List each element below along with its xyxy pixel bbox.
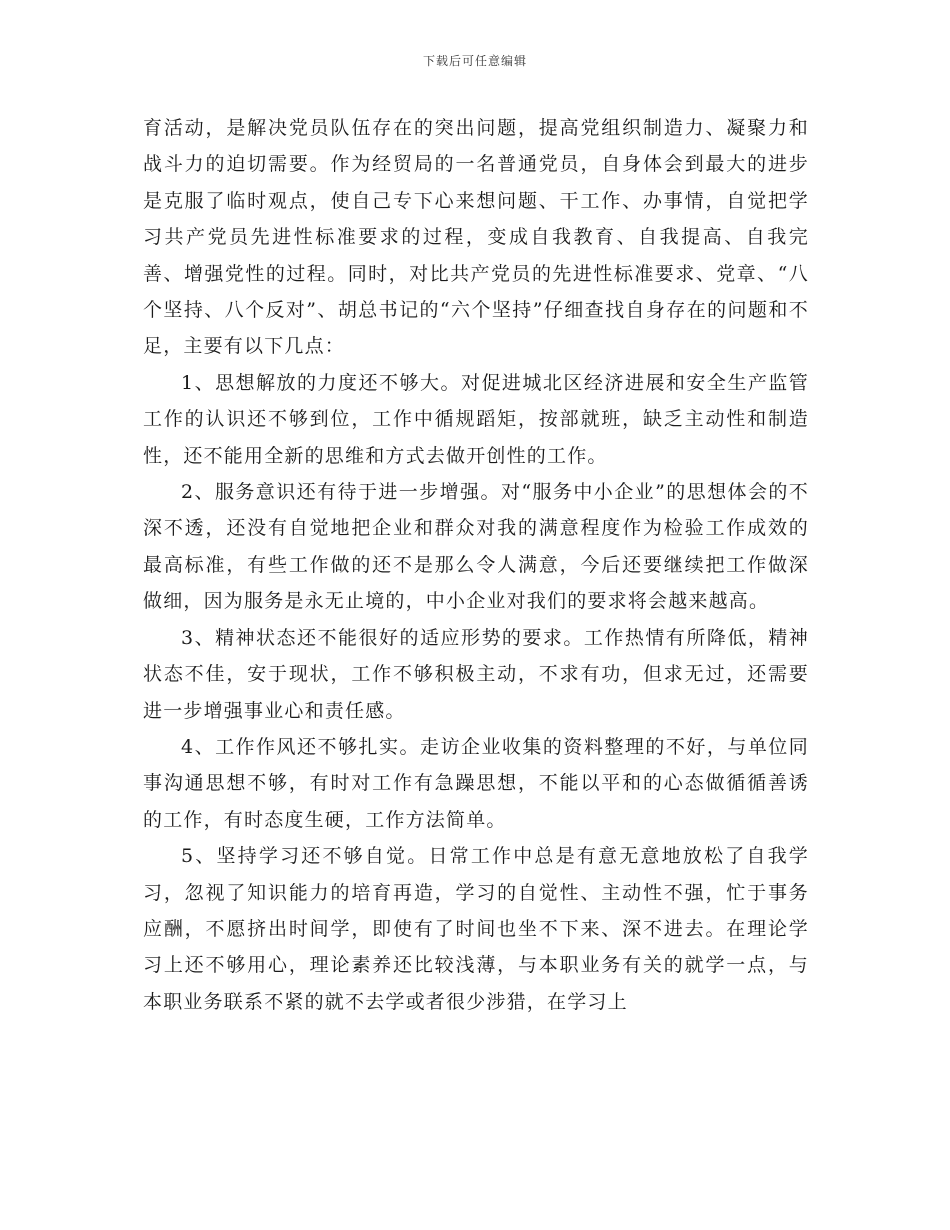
paragraph-intro: 育活动，是解决党员队伍存在的突出问题，提高党组织制造力、凝聚力和战斗力的迫切需要。作为经贸局的一名普通党员，自身体会到最大的进步是克服了临时观点，使自己专下心来想问题、干工作、办事情，自觉把学习共产党员先进性标准要求的过程，变成自我教育、自我提高、自我完善、增强党性的过程。同时，对比共产党员的先进性标准要求、党章、“八个坚持、八个反对”、胡总书记的“六个坚持”仔细查找自身存在的问题和不足，主要有以下几点：	[143, 117, 809, 358]
paragraph-point-4: 4、工作作风还不够扎实。走访企业收集的资料整理的不好，与单位同事沟通思想不够，有时对工作有急躁思想，不能以平和的心态做循循善诱的工作，有时态度生硬，工作方法简单。	[143, 735, 809, 831]
paragraph-point-3: 3、精神状态还不能很好的适应形势的要求。工作热情有所降低，精神状态不佳，安于现状，工作不够积极主动，不求有功，但求无过，还需要进一步增强事业心和责任感。	[143, 626, 809, 722]
paragraph-point-1: 1、思想解放的力度还不够大。对促进城北区经济进展和安全生产监管工作的认识还不够到位，工作中循规蹈矩，按部就班，缺乏主动性和制造性，还不能用全新的思维和方式去做开创性的工作。	[143, 371, 809, 467]
download-note: 下载后可任意编辑	[422, 54, 527, 68]
paragraph-point-5: 5、坚持学习还不够自觉。日常工作中总是有意无意地放松了自我学习，忽视了知识能力的培育再造，学习的自觉性、主动性不强，忙于事务应酬，不愿挤出时间学，即使有了时间也坐不下来、深不进去。在理论学习上还不够用心，理论素养还比较浅薄，与本职业务有关的就学一点，与本职业务联系不紧的就不去学或者很少涉猎，在学习上	[143, 845, 809, 1013]
document-body	[143, 110, 809, 1020]
paragraph-point-2: 2、服务意识还有待于进一步增强。对“服务中小企业”的思想体会的不深不透，还没有自觉地把企业和群众对我的满意程度作为检验工作成效的最高标准，有些工作做的还不是那么令人满意，今后还要继续把工作做深做细，因为服务是永无止境的，中小企业对我们的要求将会越来越高。	[143, 481, 809, 613]
